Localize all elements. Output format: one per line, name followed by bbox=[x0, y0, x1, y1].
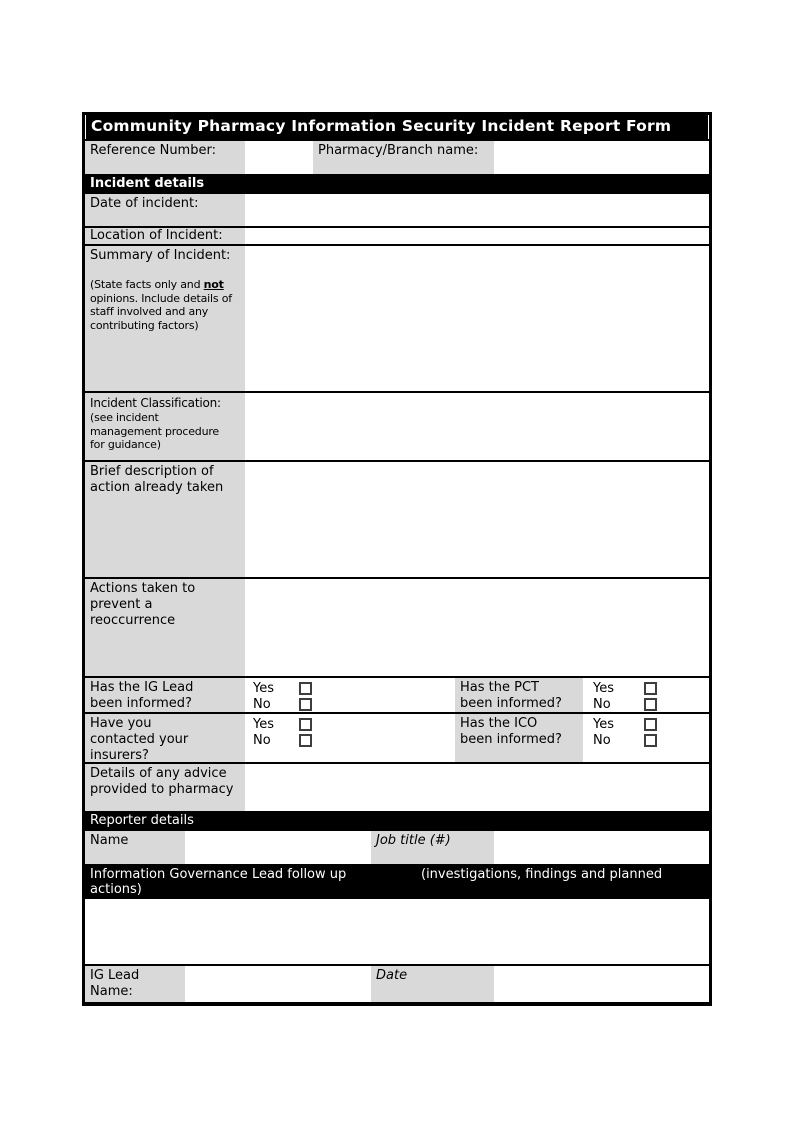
reporter-name-input[interactable] bbox=[185, 831, 371, 864]
ig-lead-informed-label: Has the IG Lead been informed? bbox=[85, 678, 245, 712]
incident-classification-row bbox=[85, 391, 709, 460]
pct-informed-yes-line bbox=[593, 681, 709, 697]
ig-followup-row bbox=[85, 897, 709, 964]
no-label: No bbox=[593, 697, 611, 712]
classification-note: (see incident management procedure for guidance) bbox=[90, 411, 219, 451]
ico-informed-label: Has the ICO been informed? bbox=[455, 714, 583, 762]
summary-of-incident-label bbox=[85, 246, 245, 391]
date-of-incident-label: Date of incident: bbox=[85, 194, 245, 226]
ico-informed-no-checkbox[interactable] bbox=[644, 734, 657, 747]
summary-label-text: Summary of Incident: bbox=[90, 248, 231, 263]
pct-informed-no-line bbox=[593, 697, 709, 713]
ig-lead-name-input[interactable] bbox=[185, 966, 371, 1002]
actions-taken-row bbox=[85, 577, 709, 676]
reference-row bbox=[85, 139, 709, 174]
ico-informed-yes-line bbox=[593, 717, 709, 733]
summary-note: (State facts only and not opinions. Include details of staff involved and any contributing factors) bbox=[90, 278, 232, 332]
form-title: Community Pharmacy Information Security Incident Report Form bbox=[86, 115, 708, 139]
incident-classification-label bbox=[85, 393, 245, 460]
ico-informed-no-line bbox=[593, 733, 709, 749]
pharmacy-branch-input[interactable] bbox=[494, 141, 709, 174]
insurers-contacted-no-line bbox=[253, 733, 455, 749]
informed-question-row-2 bbox=[85, 712, 709, 762]
insurers-contacted-no-checkbox[interactable] bbox=[299, 734, 312, 747]
location-of-incident-row bbox=[85, 226, 709, 244]
brief-description-input[interactable] bbox=[245, 462, 709, 577]
ig-followup-note: (investigations, findings and planned actions) bbox=[90, 867, 663, 897]
ig-lead-name-label: IG Lead Name: bbox=[85, 966, 185, 1002]
brief-description-label: Brief description of action already taken bbox=[85, 462, 245, 577]
advice-details-label: Details of any advice provided to pharmacy bbox=[85, 764, 245, 811]
incident-classification-input[interactable] bbox=[245, 393, 709, 460]
advice-details-input[interactable] bbox=[245, 764, 709, 811]
reference-number-input[interactable] bbox=[245, 141, 313, 174]
reporter-name-row bbox=[85, 829, 709, 864]
insurers-contacted-label: Have you contacted your insurers? bbox=[85, 714, 245, 762]
pct-informed-answers bbox=[583, 678, 709, 712]
ig-lead-informed-yes-checkbox[interactable] bbox=[299, 682, 312, 695]
date-of-incident-row bbox=[85, 192, 709, 226]
date-label: Date bbox=[371, 966, 494, 1002]
job-title-input[interactable] bbox=[494, 831, 709, 864]
ig-lead-informed-yes-line bbox=[253, 681, 455, 697]
summary-of-incident-input[interactable] bbox=[245, 246, 709, 391]
location-of-incident-input[interactable] bbox=[245, 228, 709, 244]
pct-informed-yes-checkbox[interactable] bbox=[644, 682, 657, 695]
pct-informed-label: Has the PCT been informed? bbox=[455, 678, 583, 712]
job-title-label: Job title (#) bbox=[371, 831, 494, 864]
yes-label: Yes bbox=[593, 717, 614, 732]
ig-followup-input[interactable] bbox=[85, 899, 709, 964]
yes-label: Yes bbox=[593, 681, 614, 696]
date-of-incident-input[interactable] bbox=[245, 194, 709, 226]
date-input[interactable] bbox=[494, 966, 709, 1002]
insurers-contacted-yes-line bbox=[253, 717, 455, 733]
ig-lead-informed-no-line bbox=[253, 697, 455, 713]
summary-of-incident-row bbox=[85, 244, 709, 391]
ico-informed-answers bbox=[583, 714, 709, 762]
reference-number-label: Reference Number: bbox=[85, 141, 245, 174]
insurers-contacted-yes-checkbox[interactable] bbox=[299, 718, 312, 731]
advice-details-row bbox=[85, 762, 709, 811]
classification-label-text: Incident Classification: bbox=[90, 396, 221, 410]
insurers-contacted-answers bbox=[245, 714, 455, 762]
yes-label: Yes bbox=[253, 681, 274, 696]
ig-lead-informed-answers bbox=[245, 678, 455, 712]
reporter-details-section-header: Reporter details bbox=[85, 811, 709, 829]
ig-lead-informed-no-checkbox[interactable] bbox=[299, 698, 312, 711]
actions-taken-label: Actions taken to prevent a reoccurrence bbox=[85, 579, 245, 676]
no-label: No bbox=[253, 697, 271, 712]
ig-followup-title: Information Governance Lead follow up bbox=[90, 867, 347, 882]
no-label: No bbox=[253, 733, 271, 748]
reporter-name-label: Name bbox=[85, 831, 185, 864]
informed-question-row-1 bbox=[85, 676, 709, 712]
pharmacy-branch-label: Pharmacy/Branch name: bbox=[313, 141, 494, 174]
actions-taken-input[interactable] bbox=[245, 579, 709, 676]
yes-label: Yes bbox=[253, 717, 274, 732]
brief-description-row bbox=[85, 460, 709, 577]
location-of-incident-label: Location of Incident: bbox=[85, 228, 245, 244]
incident-details-section-header: Incident details bbox=[85, 174, 709, 192]
ig-lead-row bbox=[85, 964, 709, 1002]
ico-informed-yes-checkbox[interactable] bbox=[644, 718, 657, 731]
incident-report-form bbox=[82, 112, 712, 1006]
no-label: No bbox=[593, 733, 611, 748]
pct-informed-no-checkbox[interactable] bbox=[644, 698, 657, 711]
ig-followup-section-header bbox=[85, 864, 709, 897]
